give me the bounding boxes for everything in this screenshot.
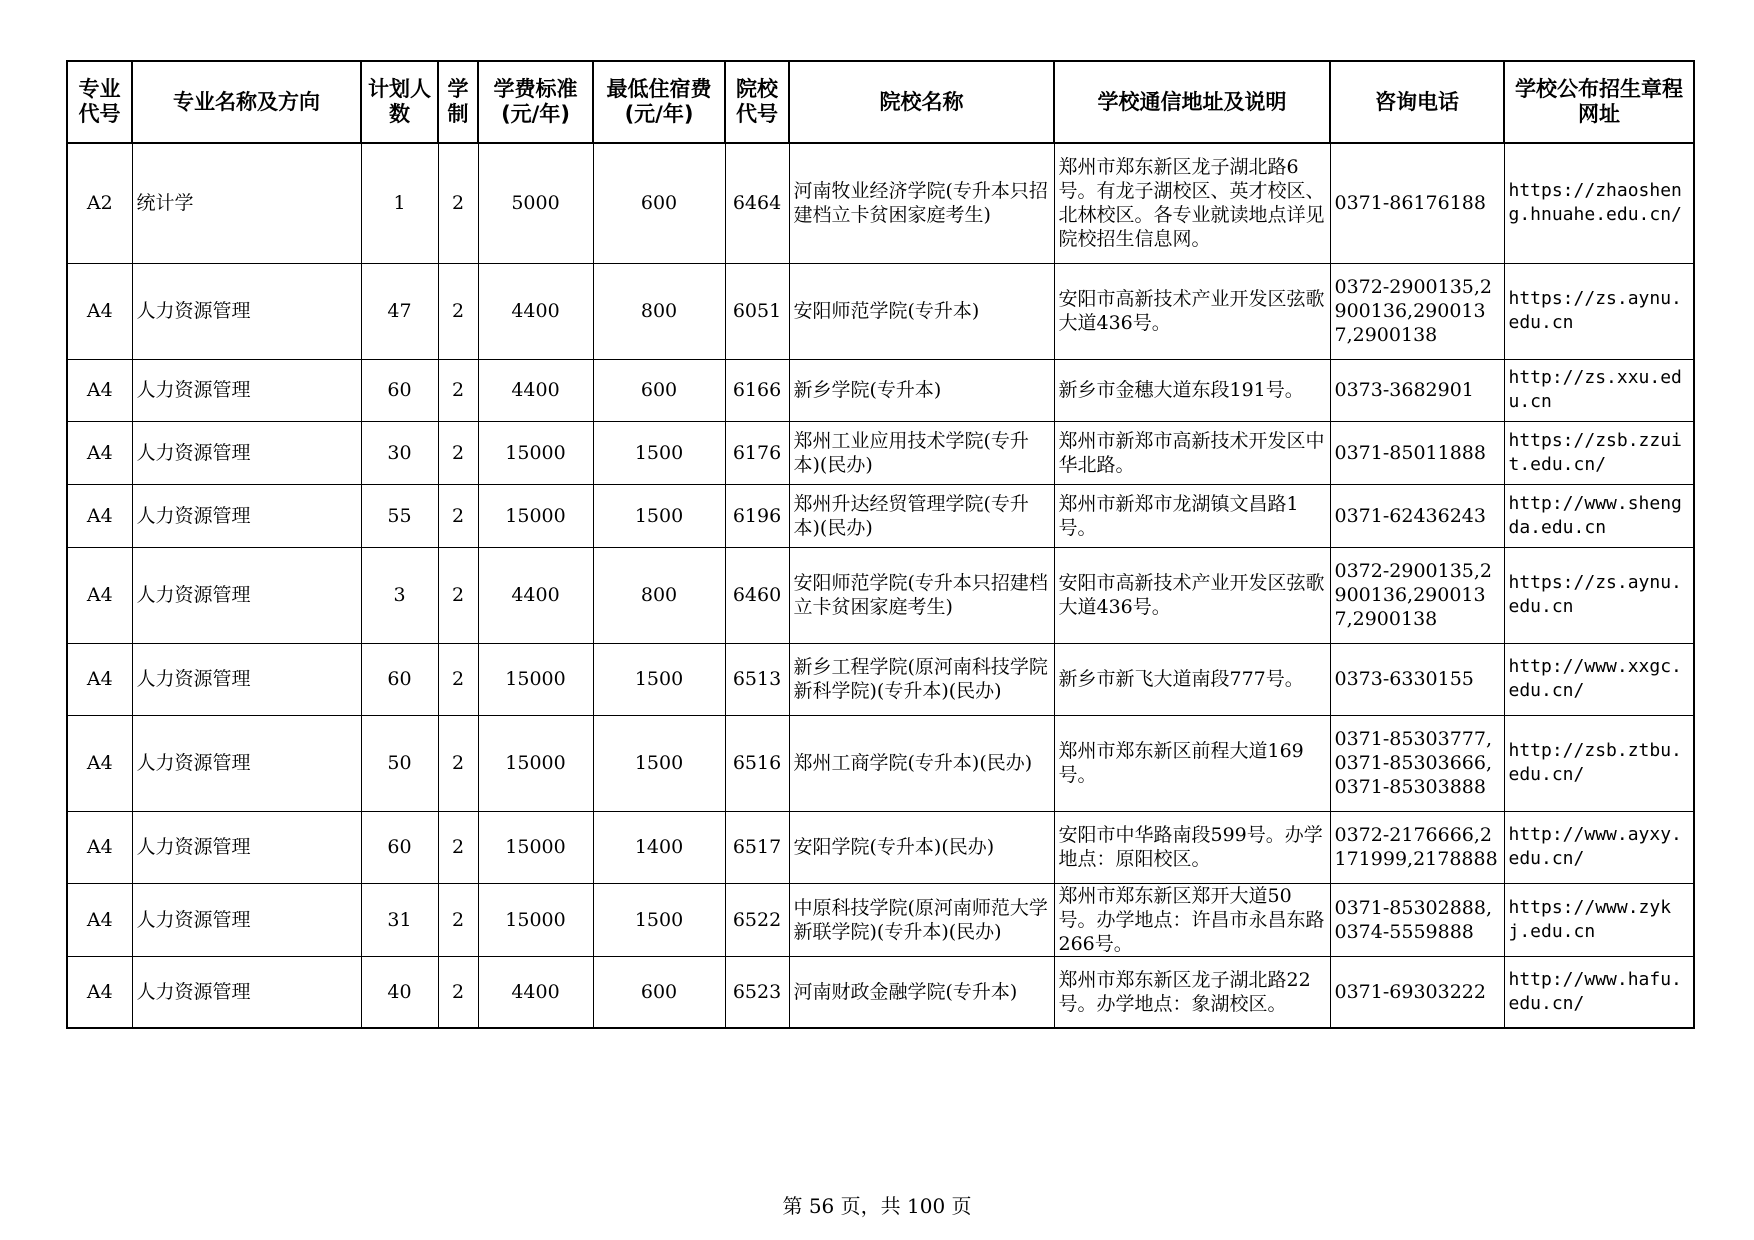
header-address: 学校通信地址及说明 [1054,61,1330,143]
cell-phone: 0371-86176188 [1330,143,1504,263]
cell-plan: 30 [361,421,438,484]
cell-code: A4 [67,359,132,421]
header-code: 专业代号 [67,61,132,143]
cell-address: 新乡市金穗大道东段191号。 [1054,359,1330,421]
cell-dorm: 600 [593,359,725,421]
table-header-row [67,61,1694,143]
cell-years: 2 [438,143,478,263]
cell-phone: 0371-62436243 [1330,484,1504,547]
cell-school-name: 河南牧业经济学院(专升本只招建档立卡贫困家庭考生) [789,143,1054,263]
cell-address: 郑州市新郑市高新技术开发区中华北路。 [1054,421,1330,484]
cell-school-code: 6460 [725,547,789,643]
table-row [67,359,1694,421]
cell-plan: 1 [361,143,438,263]
cell-code: A4 [67,263,132,359]
cell-plan: 50 [361,715,438,811]
cell-address: 郑州市郑东新区龙子湖北路6号。有龙子湖校区、英才校区、北林校区。各专业就读地点详见院校招生信息网。 [1054,143,1330,263]
cell-address: 安阳市高新技术产业开发区弦歌大道436号。 [1054,547,1330,643]
cell-url: http://zs.xxu.edu.cn [1504,359,1694,421]
cell-address: 安阳市高新技术产业开发区弦歌大道436号。 [1054,263,1330,359]
cell-url: http://zsb.ztbu.edu.cn/ [1504,715,1694,811]
cell-dorm: 1400 [593,811,725,883]
cell-address: 郑州市新郑市龙湖镇文昌路1号。 [1054,484,1330,547]
cell-dorm: 1500 [593,715,725,811]
cell-tuition: 5000 [478,143,593,263]
cell-address: 安阳市中华路南段599号。办学地点：原阳校区。 [1054,811,1330,883]
cell-code: A4 [67,484,132,547]
cell-url: https://zhaosheng.hnuahe.edu.cn/ [1504,143,1694,263]
cell-tuition: 15000 [478,715,593,811]
cell-tuition: 15000 [478,883,593,956]
cell-years: 2 [438,715,478,811]
cell-tuition: 15000 [478,421,593,484]
cell-phone: 0371-85302888,0374-5559888 [1330,883,1504,956]
cell-url: http://www.hafu.edu.cn/ [1504,956,1694,1028]
cell-tuition: 15000 [478,811,593,883]
cell-major: 人力资源管理 [132,811,361,883]
cell-dorm: 1500 [593,643,725,715]
table-row [67,956,1694,1028]
cell-school-name: 郑州工业应用技术学院(专升本)(民办) [789,421,1054,484]
header-tuition: 学费标准(元/年) [478,61,593,143]
cell-code: A4 [67,643,132,715]
cell-dorm: 600 [593,956,725,1028]
cell-school-code: 6196 [725,484,789,547]
cell-years: 2 [438,956,478,1028]
cell-plan: 60 [361,643,438,715]
cell-major: 人力资源管理 [132,359,361,421]
table-row [67,547,1694,643]
cell-plan: 55 [361,484,438,547]
cell-url: https://www.zykj.edu.cn [1504,883,1694,956]
cell-tuition: 15000 [478,643,593,715]
cell-major: 人力资源管理 [132,643,361,715]
cell-school-name: 郑州升达经贸管理学院(专升本)(民办) [789,484,1054,547]
cell-school-name: 新乡学院(专升本) [789,359,1054,421]
cell-url: https://zs.aynu.edu.cn [1504,547,1694,643]
cell-code: A4 [67,421,132,484]
cell-url: http://www.ayxy.edu.cn/ [1504,811,1694,883]
cell-years: 2 [438,547,478,643]
table-row [67,811,1694,883]
cell-phone: 0373-3682901 [1330,359,1504,421]
cell-tuition: 4400 [478,547,593,643]
cell-dorm: 600 [593,143,725,263]
cell-code: A4 [67,715,132,811]
admissions-table-wrapper [66,60,1695,1029]
cell-plan: 40 [361,956,438,1028]
cell-plan: 3 [361,547,438,643]
cell-phone: 0372-2176666,2171999,2178888 [1330,811,1504,883]
cell-url: https://zs.aynu.edu.cn [1504,263,1694,359]
cell-school-name: 安阳师范学院(专升本) [789,263,1054,359]
cell-tuition: 15000 [478,484,593,547]
cell-code: A4 [67,883,132,956]
cell-school-name: 河南财政金融学院(专升本) [789,956,1054,1028]
table-row [67,883,1694,956]
cell-dorm: 800 [593,263,725,359]
cell-major: 人力资源管理 [132,883,361,956]
cell-school-code: 6513 [725,643,789,715]
cell-major: 人力资源管理 [132,263,361,359]
cell-address: 郑州市郑东新区龙子湖北路22号。办学地点：象湖校区。 [1054,956,1330,1028]
cell-school-code: 6517 [725,811,789,883]
header-school-name: 院校名称 [789,61,1054,143]
cell-years: 2 [438,484,478,547]
page-footer: 第 56 页，共 100 页 [782,1194,972,1218]
cell-school-code: 6051 [725,263,789,359]
cell-phone: 0372-2900135,2900136,2900137,2900138 [1330,547,1504,643]
cell-plan: 60 [361,359,438,421]
cell-years: 2 [438,263,478,359]
cell-school-name: 郑州工商学院(专升本)(民办) [789,715,1054,811]
header-plan: 计划人数 [361,61,438,143]
cell-school-code: 6464 [725,143,789,263]
table-row [67,715,1694,811]
table-row [67,263,1694,359]
cell-school-name: 安阳学院(专升本)(民办) [789,811,1054,883]
cell-school-code: 6516 [725,715,789,811]
cell-phone: 0371-85303777,0371-85303666,0371-85303888 [1330,715,1504,811]
cell-code: A4 [67,547,132,643]
table-row [67,484,1694,547]
table-body [67,143,1694,1028]
header-school-code: 院校代号 [725,61,789,143]
table-row [67,421,1694,484]
cell-phone: 0373-6330155 [1330,643,1504,715]
cell-tuition: 4400 [478,263,593,359]
cell-plan: 31 [361,883,438,956]
cell-years: 2 [438,421,478,484]
cell-dorm: 1500 [593,883,725,956]
cell-tuition: 4400 [478,359,593,421]
cell-phone: 0372-2900135,2900136,2900137,2900138 [1330,263,1504,359]
cell-school-name: 新乡工程学院(原河南科技学院新科学院)(专升本)(民办) [789,643,1054,715]
cell-major: 人力资源管理 [132,421,361,484]
cell-code: A4 [67,811,132,883]
cell-major: 统计学 [132,143,361,263]
table-row [67,143,1694,263]
cell-school-name: 安阳师范学院(专升本只招建档立卡贫困家庭考生) [789,547,1054,643]
header-years: 学制 [438,61,478,143]
cell-school-code: 6166 [725,359,789,421]
header-phone: 咨询电话 [1330,61,1504,143]
cell-plan: 47 [361,263,438,359]
header-dorm: 最低住宿费(元/年) [593,61,725,143]
cell-major: 人力资源管理 [132,547,361,643]
cell-dorm: 1500 [593,484,725,547]
cell-plan: 60 [361,811,438,883]
cell-code: A2 [67,143,132,263]
cell-major: 人力资源管理 [132,956,361,1028]
cell-dorm: 1500 [593,421,725,484]
table-row [67,643,1694,715]
cell-phone: 0371-69303222 [1330,956,1504,1028]
cell-major: 人力资源管理 [132,715,361,811]
cell-address: 新乡市新飞大道南段777号。 [1054,643,1330,715]
cell-phone: 0371-85011888 [1330,421,1504,484]
cell-years: 2 [438,643,478,715]
cell-code: A4 [67,956,132,1028]
cell-address: 郑州市郑东新区郑开大道50号。办学地点：许昌市永昌东路266号。 [1054,883,1330,956]
cell-school-name: 中原科技学院(原河南师范大学新联学院)(专升本)(民办) [789,883,1054,956]
cell-years: 2 [438,811,478,883]
admissions-table [66,60,1695,1029]
cell-school-code: 6522 [725,883,789,956]
cell-major: 人力资源管理 [132,484,361,547]
cell-years: 2 [438,883,478,956]
cell-school-code: 6523 [725,956,789,1028]
header-major: 专业名称及方向 [132,61,361,143]
cell-dorm: 800 [593,547,725,643]
header-url: 学校公布招生章程网址 [1504,61,1694,143]
cell-url: http://www.shengda.edu.cn [1504,484,1694,547]
cell-school-code: 6176 [725,421,789,484]
cell-years: 2 [438,359,478,421]
cell-url: https://zsb.zzuit.edu.cn/ [1504,421,1694,484]
cell-url: http://www.xxgc.edu.cn/ [1504,643,1694,715]
cell-address: 郑州市郑东新区前程大道169号。 [1054,715,1330,811]
cell-tuition: 4400 [478,956,593,1028]
